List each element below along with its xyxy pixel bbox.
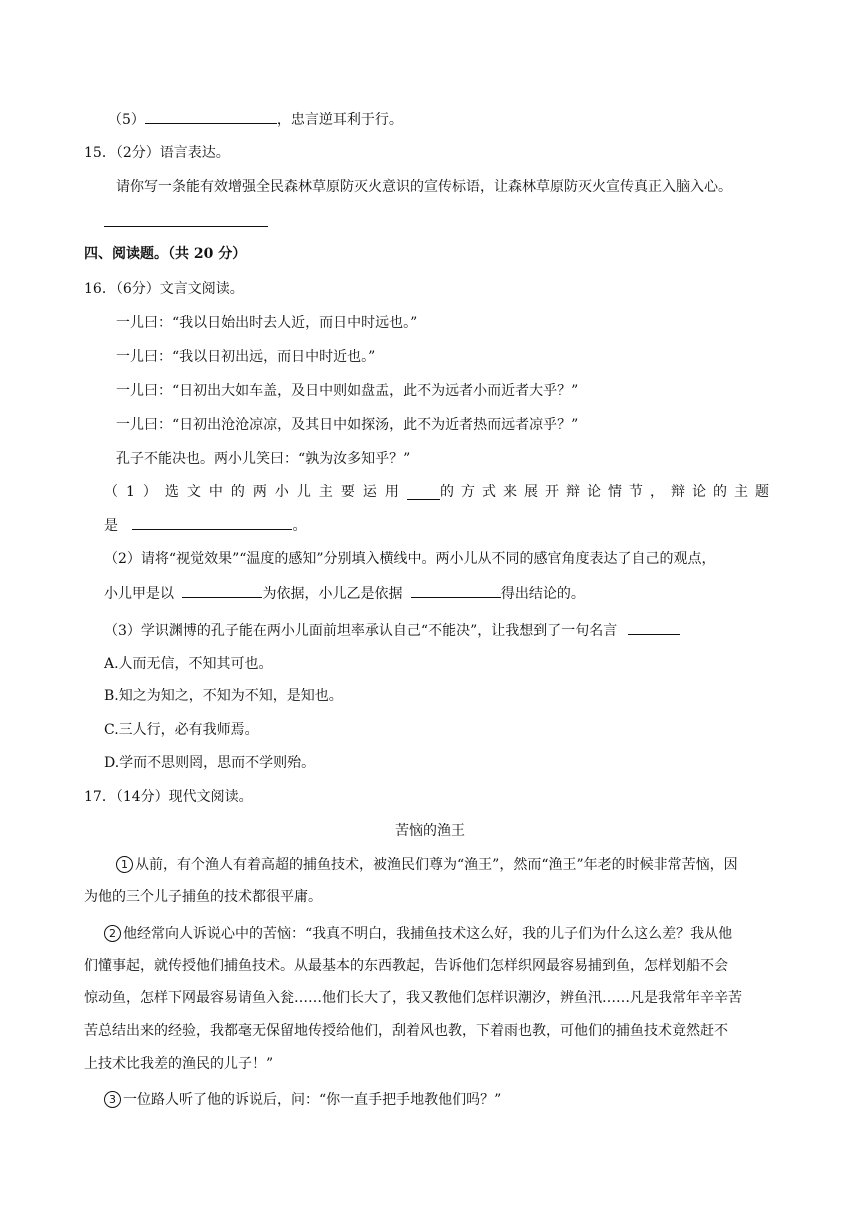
answer-blank[interactable] (145, 109, 277, 124)
answer-blank[interactable] (132, 515, 292, 530)
q16-sub1-text-a: （1）选文中的两小儿主要运用 (104, 484, 407, 500)
paragraph-2-line-2: 们懂事起，就传授他们捕鱼技术。从最基本的东西教起，告诉他们怎样织网最容易捕到鱼，怎样划船不会 (84, 958, 728, 974)
q16-option-c: C.三人行，必有我师焉。 (104, 722, 259, 738)
q14-5-text: ，忠言逆耳利于行。 (276, 112, 403, 128)
q16-header: 16．（6分）文言文阅读。 (84, 281, 244, 297)
paragraph-number-badge: 3 (104, 1091, 121, 1108)
paragraph-2-text-1: 他经常向人诉说心中的苦恼：“我真不明白，我捕鱼技术这么好，我的儿子们为什么这么差？我从他 (123, 926, 733, 942)
q16-passage-line-1: 一儿曰：“我以日始出时去人近，而日中时远也。” (116, 315, 418, 331)
paragraph-3-line-1 (104, 1090, 501, 1110)
q16-passage-line-4: 一儿曰：“日初出沧沧凉凉，及其日中如探汤，此不为近者热而远者凉乎？” (116, 417, 579, 433)
paragraph-1-line-2: 为他的三个儿子捕鱼的技术都很平庸。 (84, 889, 322, 905)
q16-passage-line-3: 一儿曰：“日初出大如车盖，及日中则如盘盂，此不为远者小而近者大乎？” (116, 383, 579, 399)
q15-prompt: 请你写一条能有效增强全民森林草原防灭火意识的宣传标语，让森林草原防灭火宣传真正入脑入心。 (116, 179, 732, 195)
q16-sub2-text-b: 小儿甲是以 (104, 586, 174, 602)
q16-sub2-line1: （2）请将“视觉效果”“温度的感知”分别填入横线中。两小儿从不同的感官角度表达了自己的观点， (104, 551, 716, 567)
answer-blank[interactable] (411, 583, 501, 598)
q16-option-a: A.人而无信，不知其可也。 (104, 656, 273, 672)
q16-passage-line-2: 一儿曰：“我以日初出远，而日中时近也。” (116, 349, 376, 365)
q14-5-number: （5） (108, 112, 145, 128)
answer-blank[interactable] (628, 620, 680, 635)
q16-sub1-text-b: 的方式来展开辩论情节，辩论的主题 (440, 484, 776, 500)
q17-header: 17．（14分）现代文阅读。 (84, 789, 253, 805)
q16-option-b: B.知之为知之，不知为不知，是知也。 (104, 688, 343, 704)
q16-sub1-text-d: 。 (292, 518, 307, 534)
q15-header: 15．（2分）语言表达。 (84, 145, 230, 161)
paragraph-2-line-5: 上技术比我差的渔民的儿子！” (84, 1056, 274, 1072)
q16-sub2-line2 (104, 583, 585, 604)
answer-blank[interactable] (182, 583, 262, 598)
passage-title: 苦恼的渔王 (395, 823, 465, 839)
q16-sub1-line1 (104, 482, 776, 502)
paragraph-1-text-1: 从前，有个渔人有着高超的捕鱼技术，被渔民们尊为“渔王”，然而“渔王”年老的时候非常苦恼，因 (135, 857, 738, 873)
answer-blank[interactable] (407, 485, 440, 500)
paragraph-3-text-1: 一位路人听了他的诉说后，问：“你一直手把手地教他们吗？” (123, 1092, 502, 1108)
paragraph-2-line-3: 惊动鱼，怎样下网最容易请鱼入瓮……他们长大了，我又教他们怎样识潮汐，辨鱼汛……凡是我常年辛辛苦 (84, 990, 742, 1006)
q16-option-d: D.学而不思则罔，思而不学则殆。 (104, 755, 316, 771)
q16-sub2-text-c: 为依据，小儿乙是依据 (262, 586, 403, 602)
section-4-header: 四、阅读题。（共 20 分） (84, 246, 247, 262)
q15-answer-line[interactable] (104, 226, 268, 227)
q16-passage-line-5: 孔子不能决也。两小儿笑曰：“孰为汝多知乎？” (116, 451, 411, 467)
q16-sub1-line2 (104, 515, 306, 536)
paragraph-1-line-1 (116, 855, 738, 875)
paragraph-number-badge: 2 (104, 925, 121, 942)
q16-sub3-text: （3）学识渊博的孔子能在两小儿面前坦率承认自己“不能决”，让我想到了一句名言 (104, 623, 618, 639)
q16-sub3-line (104, 620, 680, 641)
q16-sub2-text-d: 得出结论的。 (500, 586, 585, 602)
paragraph-2-line-1 (104, 924, 732, 944)
q14-5-line (108, 109, 403, 130)
paragraph-number-badge: 1 (116, 856, 133, 873)
q16-sub1-text-c: 是 (104, 518, 118, 534)
paragraph-2-line-4: 苦总结出来的经验，我都毫无保留地传授给他们，刮着风也教，下着雨也教，可他们的捕鱼技术竟然赶不 (84, 1023, 728, 1039)
